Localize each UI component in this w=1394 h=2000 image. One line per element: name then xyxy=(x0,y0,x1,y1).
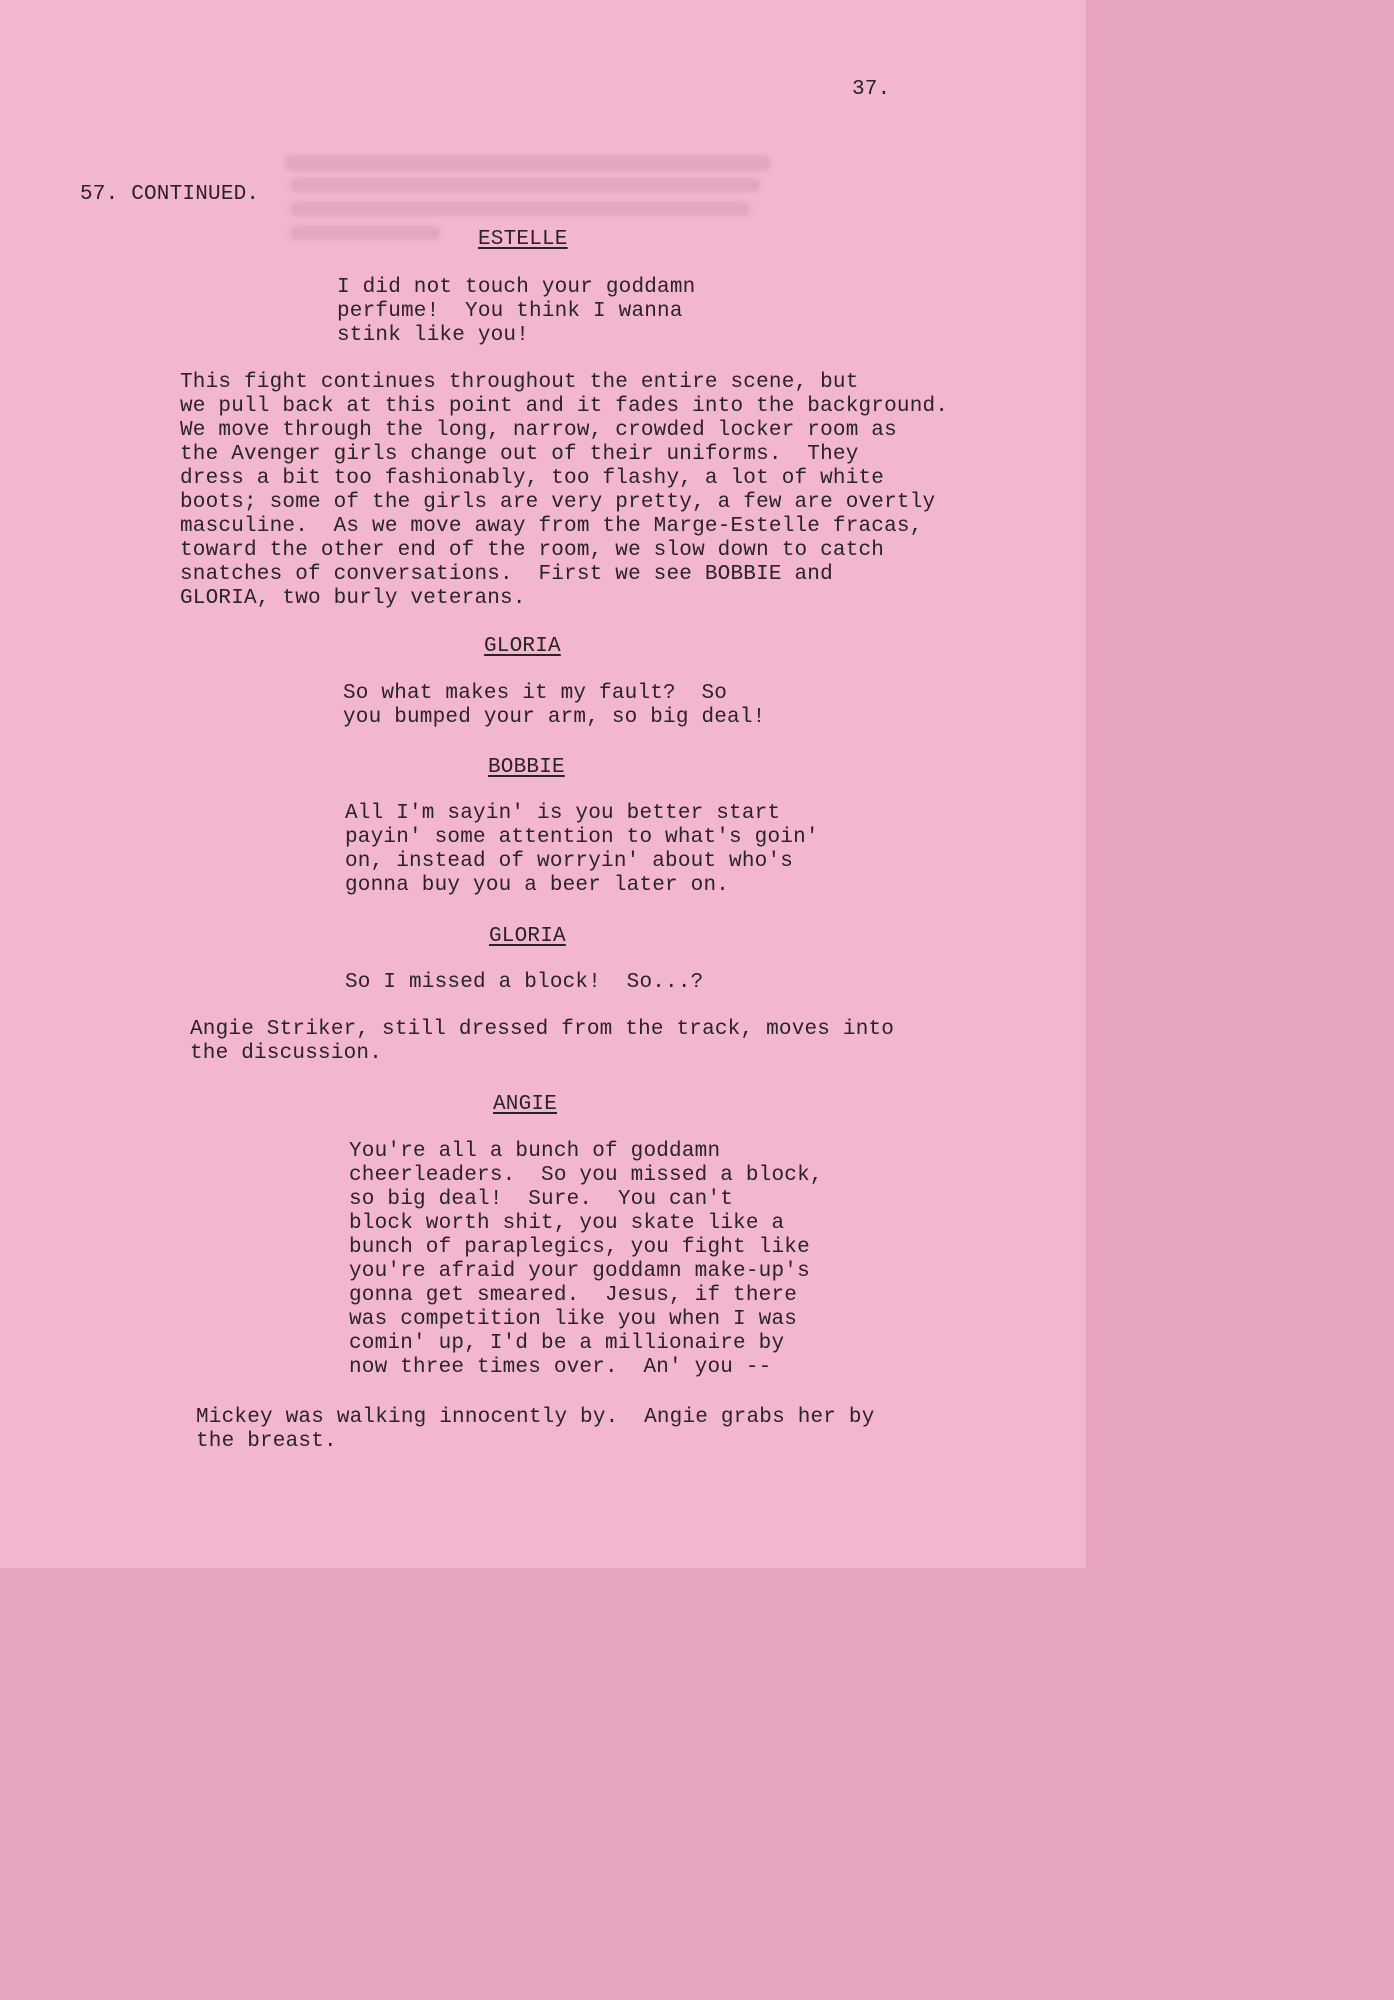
action-line: the breast. xyxy=(196,1430,337,1453)
action-line: Mickey was walking innocently by. Angie grabs her by xyxy=(196,1406,875,1429)
dialogue-line: you're afraid your goddamn make-up's xyxy=(349,1260,810,1283)
character-name: ESTELLE xyxy=(478,228,568,251)
dialogue-line: So I missed a block! So...? xyxy=(345,971,704,994)
dialogue-line: now three times over. An' you -- xyxy=(349,1356,772,1379)
dialogue-line: gonna get smeared. Jesus, if there xyxy=(349,1284,798,1307)
dialogue-line: on, instead of worryin' about who's xyxy=(345,850,794,873)
dialogue-line: perfume! You think I wanna xyxy=(337,300,683,323)
action-line: the Avenger girls change out of their uniforms. They xyxy=(180,443,859,466)
dialogue-line: comin' up, I'd be a millionaire by xyxy=(349,1332,785,1355)
action-line: snatches of conversations. First we see BOBBIE and xyxy=(180,563,833,586)
action-line: masculine. As we move away from the Marge-Estelle fracas, xyxy=(180,515,923,538)
dialogue-line: block worth shit, you skate like a xyxy=(349,1212,785,1235)
crossed-out-text xyxy=(285,155,770,171)
dialogue-line: bunch of paraplegics, you fight like xyxy=(349,1236,810,1259)
character-name: GLORIA xyxy=(484,635,561,658)
dialogue-line: payin' some attention to what's goin' xyxy=(345,826,819,849)
action-line: We move through the long, narrow, crowded locker room as xyxy=(180,419,897,442)
dialogue-line: so big deal! Sure. You can't xyxy=(349,1188,734,1211)
action-line: we pull back at this point and it fades into the background. xyxy=(180,395,949,418)
dialogue-line: cheerleaders. So you missed a block, xyxy=(349,1164,823,1187)
action-line: toward the other end of the room, we slow down to catch xyxy=(180,539,885,562)
crossed-out-text xyxy=(290,178,760,192)
dialogue-line: was competition like you when I was xyxy=(349,1308,798,1331)
page-number: 37. xyxy=(852,78,891,101)
dialogue-line: I did not touch your goddamn xyxy=(337,276,696,299)
dialogue-line: So what makes it my fault? So xyxy=(343,682,728,705)
dialogue-line: All I'm sayin' is you better start xyxy=(345,802,781,825)
character-name: GLORIA xyxy=(489,925,566,948)
action-line: the discussion. xyxy=(190,1042,383,1065)
crossed-out-text xyxy=(290,202,750,216)
dialogue-line: You're all a bunch of goddamn xyxy=(349,1140,721,1163)
action-line: Angie Striker, still dressed from the track, moves into xyxy=(190,1018,895,1041)
action-line: GLORIA, two burly veterans. xyxy=(180,587,526,610)
dialogue-line: gonna buy you a beer later on. xyxy=(345,874,730,897)
action-line: boots; some of the girls are very pretty, a few are overtly xyxy=(180,491,936,514)
crossed-out-text xyxy=(290,226,440,240)
action-line: dress a bit too fashionably, too flashy, a lot of white xyxy=(180,467,885,490)
action-line: This fight continues throughout the entire scene, but xyxy=(180,371,859,394)
scene-heading: 57. CONTINUED. xyxy=(80,183,260,206)
character-name: BOBBIE xyxy=(488,756,565,779)
dialogue-line: you bumped your arm, so big deal! xyxy=(343,706,766,729)
dialogue-line: stink like you! xyxy=(337,324,530,347)
character-name: ANGIE xyxy=(493,1093,558,1116)
